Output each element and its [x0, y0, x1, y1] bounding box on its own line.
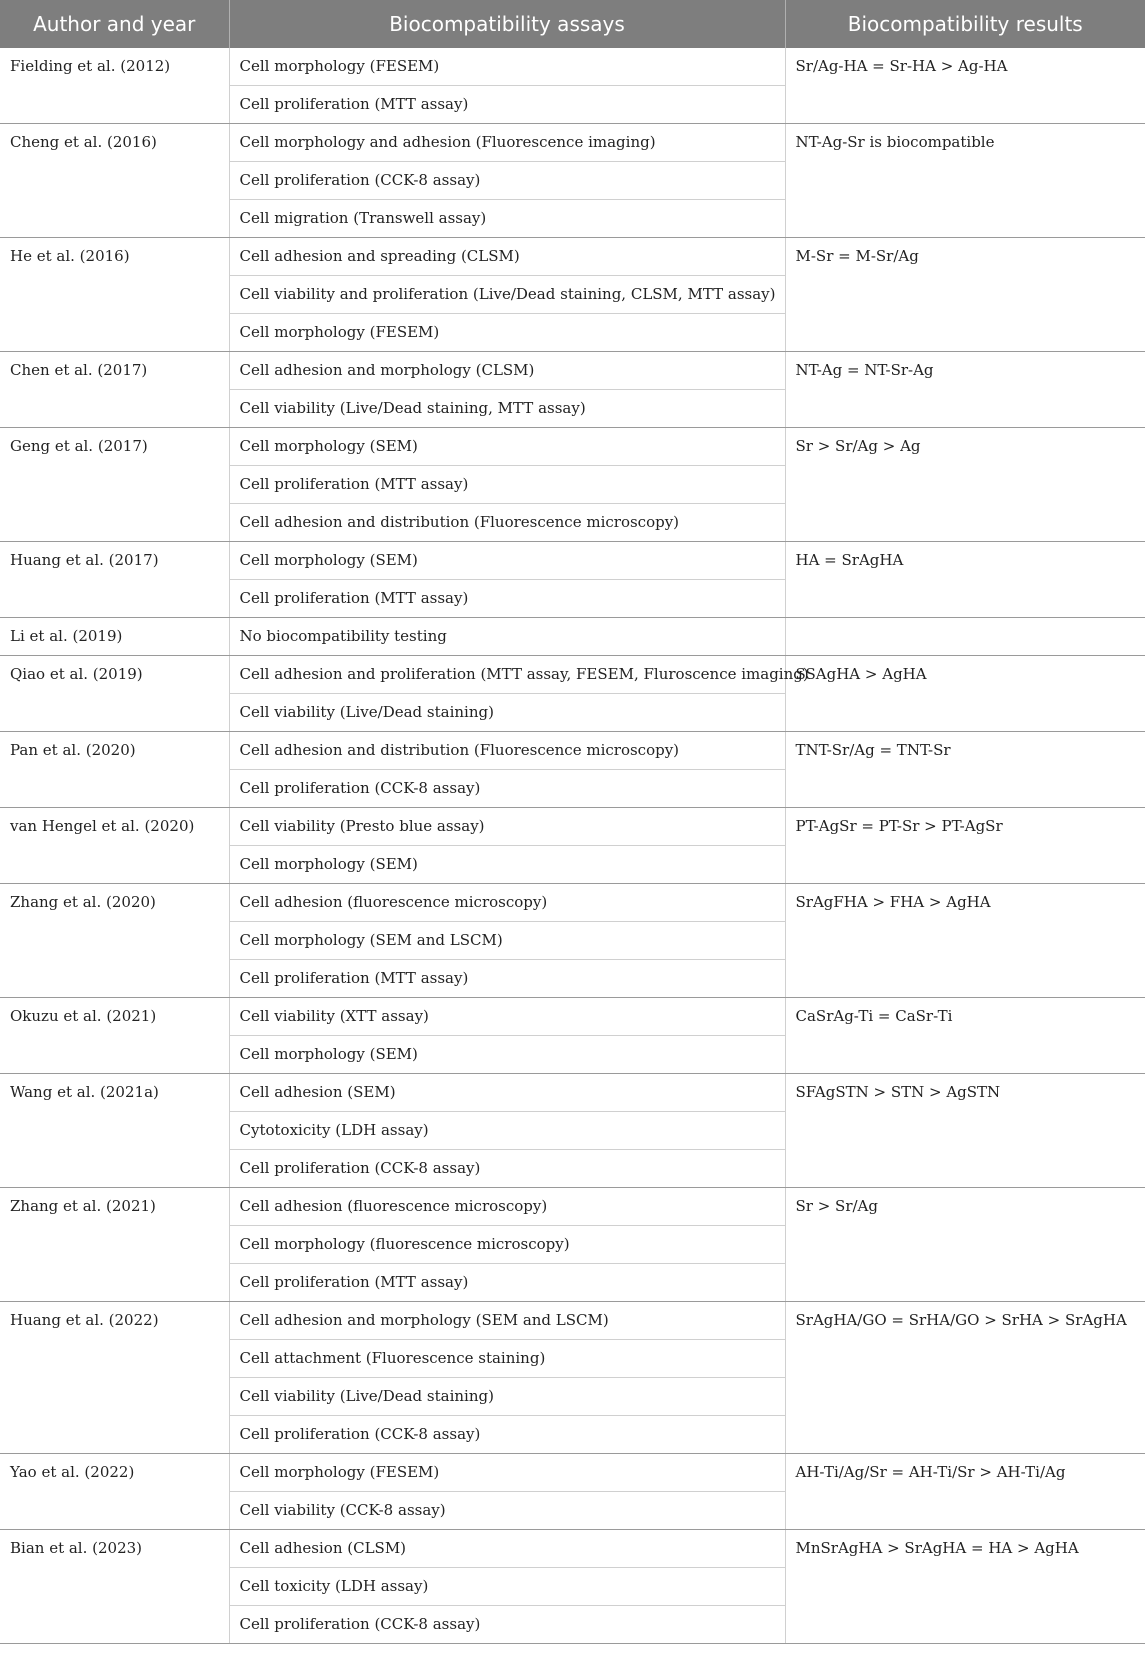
result-cell: Sr/Ag-HA = Sr-HA > Ag-HA	[785, 48, 1145, 124]
table-row	[0, 884, 1145, 922]
author-cell: Chen et al. (2017)	[0, 352, 229, 428]
author-cell: Geng et al. (2017)	[0, 428, 229, 542]
author-cell: Cheng et al. (2016)	[0, 124, 229, 238]
assay-cell: Cell morphology (SEM)	[229, 428, 785, 466]
assay-cell: Cell adhesion and morphology (CLSM)	[229, 352, 785, 390]
assay-cell: Cell attachment (Fluorescence staining)	[229, 1340, 785, 1378]
table-body	[0, 48, 1145, 1644]
table-row	[0, 1530, 1145, 1568]
author-cell: Zhang et al. (2020)	[0, 884, 229, 998]
table-row	[0, 808, 1145, 846]
assay-cell: Cell proliferation (CCK-8 assay)	[229, 1416, 785, 1454]
result-cell: SrAgHA/GO = SrHA/GO > SrHA > SrAgHA	[785, 1302, 1145, 1454]
assay-cell: Cell viability (CCK-8 assay)	[229, 1492, 785, 1530]
assay-cell: No biocompatibility testing	[229, 618, 785, 656]
table-row	[0, 238, 1145, 276]
assay-cell: Cell viability (Presto blue assay)	[229, 808, 785, 846]
author-cell: Wang et al. (2021a)	[0, 1074, 229, 1188]
result-cell: HA = SrAgHA	[785, 542, 1145, 618]
result-cell: PT-AgSr = PT-Sr > PT-AgSr	[785, 808, 1145, 884]
assay-cell: Cell proliferation (CCK-8 assay)	[229, 770, 785, 808]
header-author-year: Author and year	[0, 0, 229, 48]
table-row	[0, 1188, 1145, 1226]
result-cell: NT-Ag = NT-Sr-Ag	[785, 352, 1145, 428]
assay-cell: Cell migration (Transwell assay)	[229, 200, 785, 238]
author-cell: He et al. (2016)	[0, 238, 229, 352]
assay-cell: Cell toxicity (LDH assay)	[229, 1568, 785, 1606]
assay-cell: Cell adhesion and distribution (Fluorescence microscopy)	[229, 504, 785, 542]
table-row	[0, 542, 1145, 580]
assay-cell: Cell proliferation (CCK-8 assay)	[229, 1150, 785, 1188]
assay-cell: Cell proliferation (CCK-8 assay)	[229, 1606, 785, 1644]
assay-cell: Cell adhesion and morphology (SEM and LSCM)	[229, 1302, 785, 1340]
assay-cell: Cell proliferation (MTT assay)	[229, 86, 785, 124]
result-cell: TNT-Sr/Ag = TNT-Sr	[785, 732, 1145, 808]
table-row	[0, 732, 1145, 770]
assay-cell: Cell proliferation (MTT assay)	[229, 580, 785, 618]
assay-cell: Cell morphology (SEM and LSCM)	[229, 922, 785, 960]
table-row	[0, 998, 1145, 1036]
author-cell: Zhang et al. (2021)	[0, 1188, 229, 1302]
author-cell: van Hengel et al. (2020)	[0, 808, 229, 884]
table-row	[0, 656, 1145, 694]
assay-cell: Cell viability (XTT assay)	[229, 998, 785, 1036]
author-cell: Fielding et al. (2012)	[0, 48, 229, 124]
result-cell: Sr > Sr/Ag	[785, 1188, 1145, 1302]
assay-cell: Cell adhesion (fluorescence microscopy)	[229, 884, 785, 922]
result-cell	[785, 618, 1145, 656]
assay-cell: Cell viability (Live/Dead staining, MTT assay)	[229, 390, 785, 428]
header-results: Biocompatibility results	[785, 0, 1145, 48]
assay-cell: Cell adhesion (SEM)	[229, 1074, 785, 1112]
assay-cell: Cell proliferation (MTT assay)	[229, 466, 785, 504]
author-cell: Li et al. (2019)	[0, 618, 229, 656]
assay-cell: Cell adhesion and distribution (Fluorescence microscopy)	[229, 732, 785, 770]
result-cell: M-Sr = M-Sr/Ag	[785, 238, 1145, 352]
assay-cell: Cell morphology (SEM)	[229, 1036, 785, 1074]
assay-cell: Cell morphology (SEM)	[229, 542, 785, 580]
table-row	[0, 48, 1145, 86]
table-row	[0, 124, 1145, 162]
author-cell: Okuzu et al. (2021)	[0, 998, 229, 1074]
result-cell: AH-Ti/Ag/Sr = AH-Ti/Sr > AH-Ti/Ag	[785, 1454, 1145, 1530]
author-cell: Pan et al. (2020)	[0, 732, 229, 808]
assay-cell: Cell viability (Live/Dead staining)	[229, 694, 785, 732]
assay-cell: Cell morphology (SEM)	[229, 846, 785, 884]
assay-cell: Cell proliferation (CCK-8 assay)	[229, 162, 785, 200]
result-cell: SFAgSTN > STN > AgSTN	[785, 1074, 1145, 1188]
table-row	[0, 1074, 1145, 1112]
author-cell: Huang et al. (2017)	[0, 542, 229, 618]
result-cell: NT-Ag-Sr is biocompatible	[785, 124, 1145, 238]
assay-cell: Cell morphology (fluorescence microscopy)	[229, 1226, 785, 1264]
assay-cell: Cell morphology (FESEM)	[229, 314, 785, 352]
assay-cell: Cell morphology and adhesion (Fluorescence imaging)	[229, 124, 785, 162]
assay-cell: Cell adhesion (fluorescence microscopy)	[229, 1188, 785, 1226]
result-cell: Sr > Sr/Ag > Ag	[785, 428, 1145, 542]
assay-cell: Cell adhesion (CLSM)	[229, 1530, 785, 1568]
header-assays: Biocompatibility assays	[229, 0, 785, 48]
assay-cell: Cell morphology (FESEM)	[229, 48, 785, 86]
table-row	[0, 1454, 1145, 1492]
result-cell: MnSrAgHA > SrAgHA = HA > AgHA	[785, 1530, 1145, 1644]
assay-cell: Cell viability and proliferation (Live/Dead staining, CLSM, MTT assay)	[229, 276, 785, 314]
assay-cell: Cytotoxicity (LDH assay)	[229, 1112, 785, 1150]
assay-cell: Cell proliferation (MTT assay)	[229, 960, 785, 998]
table-row	[0, 618, 1145, 656]
assay-cell: Cell adhesion and spreading (CLSM)	[229, 238, 785, 276]
author-cell: Qiao et al. (2019)	[0, 656, 229, 732]
table-row	[0, 428, 1145, 466]
result-cell: SSAgHA > AgHA	[785, 656, 1145, 732]
assay-cell: Cell morphology (FESEM)	[229, 1454, 785, 1492]
author-cell: Huang et al. (2022)	[0, 1302, 229, 1454]
author-cell: Bian et al. (2023)	[0, 1530, 229, 1644]
result-cell: CaSrAg-Ti = CaSr-Ti	[785, 998, 1145, 1074]
author-cell: Yao et al. (2022)	[0, 1454, 229, 1530]
table-row	[0, 352, 1145, 390]
assay-cell: Cell adhesion and proliferation (MTT assay, FESEM, Fluroscence imaging)	[229, 656, 785, 694]
header-row	[0, 0, 1145, 48]
result-cell: SrAgFHA > FHA > AgHA	[785, 884, 1145, 998]
table-row	[0, 1302, 1145, 1340]
assay-cell: Cell viability (Live/Dead staining)	[229, 1378, 785, 1416]
assay-cell: Cell proliferation (MTT assay)	[229, 1264, 785, 1302]
table-header	[0, 0, 1145, 48]
